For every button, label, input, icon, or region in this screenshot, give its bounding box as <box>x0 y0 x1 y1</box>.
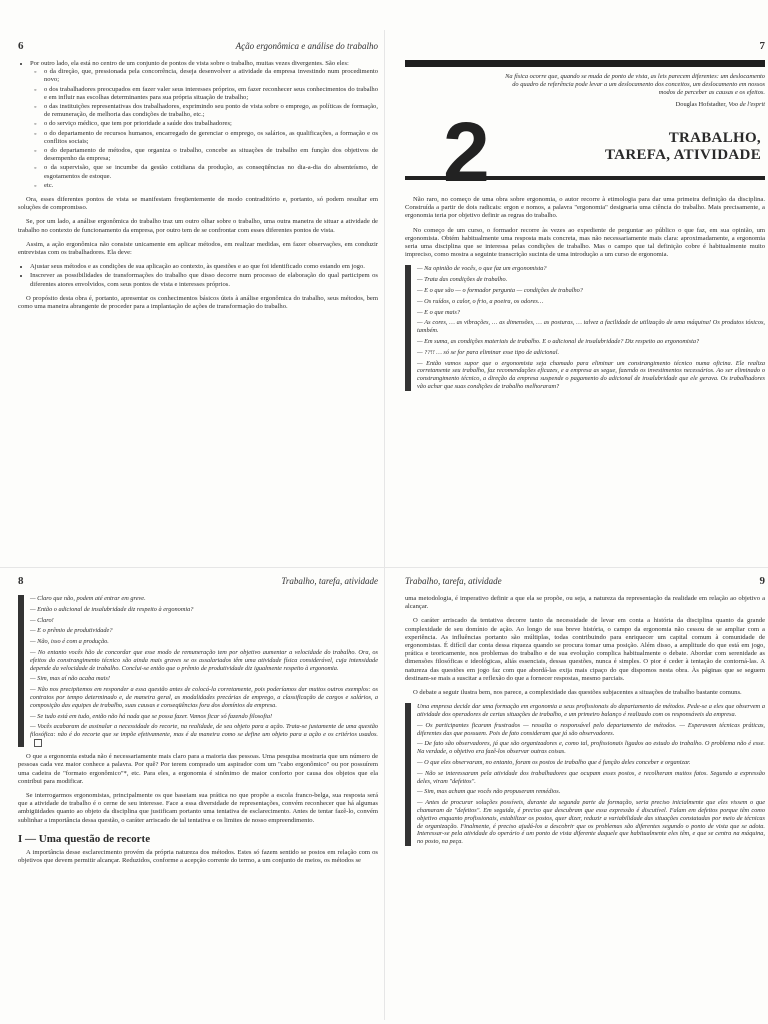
paragraph: O que a ergonomia estuda não é necessariamente mais claro para a maioria das pessoas. Uma pesquisa mostraria que um número de pessoas cada vez maior conhece a palavra. Por quê? Por terem comprado um aspirador com um "cabo ergonômico" ou por possuírem uma cadeira de "formato ergonômico"*, etc. Para eles, a ergonomia é sinônimo de maior conforto por causa dos objetos que ela contribui para modificar. <box>18 753 378 785</box>
paragraph: Se interrogarmos ergonomistas, principalmente os que baseiam sua prática no que propõe a escola franco-belga, sua resposta será que a atividade de trabalho é o cerne de seu interesse. Face a essa diversidade de representações, convém reconhecer que há algumas ambigüidades quanto ao objeto da disciplina que justificam portanto uma tentativa de esclarecimento. Antes de tentar fazê-lo, convém sublinhar a importância dessa questão, o caráter arriscado de tal tentativa e os limites de nosso empreendimento. <box>18 792 378 824</box>
dialog-line: — Claro que não, podem até entrar em greve. <box>30 595 146 602</box>
dialog-line: — ??!! … só se for para eliminar esse tipo de adicional. <box>417 348 560 356</box>
page-7 <box>405 40 765 560</box>
dialog-line: — Não se interessaram pela atividade dos trabalhadores que ocupam esses postos, e recolheram muitos fatos. Segundo a expressão deles, viram "defeitos". <box>417 769 765 785</box>
dialog-line: — Não, isso é com a produção. <box>30 638 109 646</box>
page-number: 8 <box>18 575 24 587</box>
dialog-line: — Antes de procurar soluções possíveis, durante da segunda parte da formação, seria preciso inicialmente que eles vissem o que chamaram de "defeitos". Em seguida, é preciso que descubram que essa expressão é discutível. Falam em defeitos porque têm como objetivo enquanto profissionais, estabilizar os postos, quer dizer, reduzir a variabilidade das situações constatadas por meio de técnicas de organização. Finalmente, é preciso ajudá-los a descobrir que os problemas são diferentes segundo o ponto de vista que se adota. Interessar-se pela atividade do operário é um ponto de vista diferente daquele que habitualmente eles têm, e que se centra na máquina, no posto, na peça. <box>417 799 765 846</box>
paragraph: O caráter arriscado da tentativa decorre tanto da necessidade de levar em conta a história da disciplina quanto da grande complexidade de seu domínio de ação. Ao longo de sua breve história, o campo da ergonomia não cessou de se ampliar com a experiência. As influências portanto são múltiplas, todas contribuindo para enriquecer um capital comum à comunidade de ergonomistas. É difícil dar conta dessa riqueza quando se procura tomar uma posição. Além disso, a amplitude do que está em jogo, prática e teoricamente, nos problemas do trabalho e de sua evolução complica habitualmente o debate. Abordar com serenidade as dimensões filosóficas e ideológicas, aliás essenciais, dessas questões, nunca é simples. O pior é ceder à tentação de contorná-las. A natureza das questões em jogo faz com que abordá-las exija mais cipaço do que dispomos nesta obra. Às páginas que se seguem destinam-se mais a suscitar a reflexão do que a fornecer respostas, mesmo parciais. <box>405 617 765 682</box>
page-8 <box>18 575 378 1024</box>
dialog-line: — Então o adicional de insalubridade diz respeito à ergonomia? <box>30 605 194 613</box>
dialog-line: — Vocês acabaram de assinalar a necessidade do recorte, na realidade, de seu objeto para a ação. Trata-se justamente de uma questão filosófica: não é do recorte que se impõe efetivamente, mas é da maneira como se define um objeto para a ação e os critérios usados. <box>30 723 378 747</box>
list-item: ◦ etc. <box>44 182 378 190</box>
section-heading: I — Uma questão de recorte <box>18 832 151 845</box>
page-header <box>18 575 378 587</box>
list-item: ◦ o do departamento de recursos humanos, encarregado de gerenciar o emprego, os salários, as qualificações, a formação e os conflitos sociais; <box>44 130 378 146</box>
dialog-line: — De fato são observadores, já que são organizadores e, como tal, profissionais ligados ao estudo do trabalho. O problema não é esse. Na verdade, o objetivo era fazê-los observar outras coisas. <box>417 740 765 756</box>
dialog-transcript <box>18 595 378 747</box>
page-gutter <box>384 30 385 1020</box>
page-number: 9 <box>759 575 765 587</box>
dialog-line: — Então vamos supor que o ergonomista seja chamado para eliminar um constrangimento técnico numa oficina. Ele realiza corretamente seu trabalho, faz recomendações eficazes, e a empresa as segue, fazendo os investimentos necessários. Ao ser eliminado o constrangimento técnico, a direção da empresa suspende o pagamento do adicional de insalubridade que ele gerava. Os trabalhadores vão achar que suas condições de trabalho melhoraram? <box>417 359 765 390</box>
page-header <box>405 40 765 52</box>
sub-list <box>30 68 378 190</box>
running-header: Trabalho, tarefa, atividade <box>405 576 502 586</box>
paragraph: O debate a seguir ilustra bem, nos parece, a complexidade das questões subjacentes a situações de trabalho bastante comuns. <box>413 689 742 697</box>
paragraph: A importância desse esclarecimento provém da própria natureza dos métodos. Estes só fazem sentido se postos em relação com os objetivos que devem permitir alcançar. Reduzidos, conforme a acepção corrente do termo, a um conjunto de meios, os métodos se <box>18 848 378 865</box>
list-item: ◦ o do serviço médico, que tem por prioridade a saúde dos trabalhadores; <box>44 120 378 128</box>
bullet-list <box>18 60 378 190</box>
paragraph: Ora, esses diferentes pontos de vista se manifestam freqüentemente de modo contraditório e, portanto, só podem resultar em soluções de compromisso. <box>18 196 378 212</box>
list-item: ◦ o das instituições representativas dos trabalhadores, exprimindo seu ponto de vista sobre o emprego, as políticas de formação, de remuneração, de melhoria das condições de trabalho, etc.; <box>44 103 378 119</box>
dialog-line: — Os ruídos, o calor, o frio, a poeira, os odores… <box>417 297 544 305</box>
paragraph: Não raro, no começo de uma obra sobre ergonomia, o autor recorre à etimologia para dar uma primeira definição da disciplina. Construída a partir de dois radicais: ergon e nomos, a palavra "ergonomia" designaria uma ciência do trabalho. Mais precisamente, a ergonomia teria por objetivo definir as regras do trabalho. <box>405 196 765 220</box>
epigraph-attribution: Douglas Hofstadter, Voo de l'esprit <box>675 101 765 108</box>
page-number: 6 <box>18 40 24 52</box>
page-6 <box>18 40 378 560</box>
epigraph: Na física ocorre que, quando se muda de ponto de vista, as leis parecem diferentes: um deslocamento do quadro de referência pode levar a um deslocamento dos conceitos, um deslocamento em nossos modos de perceber as causas e os efeitos. <box>505 73 765 96</box>
list-item: ◦ o da direção, que, pressionada pela concorrência, deseja desenvolver a atividade da empresa investindo num procedimento novo; <box>44 68 378 84</box>
dialog-line: — Em suma, as condições materiais de trabalho. E o adicional de insalubridade? Diz respeito ao ergonomista? <box>417 338 700 345</box>
list-item: • Inscrever as possibilidades de transformações do trabalho que disso decorre num processo de elaboração do qual participem os diferentes atores envolvidos, com seus pontos de vista e interesses próprios. <box>30 272 378 288</box>
dialog-line: — E o que mais? <box>417 308 461 316</box>
running-header: Ação ergonômica e análise do trabalho <box>235 41 378 51</box>
dialog-line: — As cores, … as vibrações, … as dimensões, … as posturas, … talvez a facilidade de utilização de uma máquina! Os produtos tóxicos, também. <box>417 319 765 335</box>
dialog-line: — No entanto vocês hão de concordar que esse modo de remuneração tem por objetivo aumentar a velocidade do trabalho. Ora, os efeitos do constrangimento técnico são ainda mais graves se os assalariados têm uma atividade física considerável, cuja intensidade depende da velocidade de trabalho. Conclui-se então que o prêmio de produtividade diz igualmente respeito à ergonomia. <box>30 648 378 672</box>
dialog-line: — Sim, mas aí não acaba mais! <box>30 675 110 683</box>
dialog-line: — Na opinião de vocês, o que faz um ergonomista? <box>417 265 547 273</box>
page-header <box>405 575 765 587</box>
paragraph: O propósito desta obra é, portanto, apresentar os conhecimentos básicos úteis à análise ergonômica do trabalho, seus métodos, bem como uma maneira abrangente de proceder para a implantação de ações de transformação do trabalho. <box>18 294 378 311</box>
page-9 <box>405 575 765 1024</box>
list-item: • Por outro lado, ela está no centro de um conjunto de pontos de vista sobre o trabalho, muitas vezes divergentes. São eles: ◦ o da direção, que, pressionada pela concorrência, deseja desenvolver a atividade da empresa investindo num procedimento novo; ◦ o dos trabalhadores preocupados em fazer valer seus interesses próprios, em fazer reconhecer seus conhecimentos do trabalho e em influir nas escolhas determinantes para sua própria situação de trabalho; ◦ o das instituições representativas dos trabalhadores, exprimindo seu ponto de vista sobre o emprego, as políticas de formação, de remuneração, de melhoria das condições de trabalho, etc.; ◦ o do serviço médico, que tem por prioridade a saúde dos trabalhadores; ◦ o do departamento de recursos humanos, encarregado de gerenciar o emprego, os salários, as qualificações, a formação e os conflitos sociais; ◦ o do departamento de métodos, que organiza o trabalho, concebe as situações de trabalho em função dos objetivos de desempenho da empresa; ◦ o da supervisão, que se incumbe da gestão cotidiana da produção, as conseqüências no dia-a-dia do absenteísmo, de esgotamentos de estoque. ◦ etc. <box>30 60 378 190</box>
dialog-line: — O que eles observaram, no entanto, foram os postos de trabalho que é função deles conceber e organizar. <box>417 759 691 767</box>
paragraph: uma metodologia, é imperativo definir a que ela se propõe, ou seja, a natureza da representação da realidade em relação ao objetivo a alcançar. <box>405 595 765 611</box>
paragraph: Assim, a ação ergonômica não consiste unicamente em aplicar métodos, em realizar medidas, em fazer observações, em conduzir entrevistas com os trabalhadores. Ela deve: <box>18 240 378 257</box>
chapter-number: 2 <box>443 105 490 199</box>
end-mark-icon <box>34 739 42 747</box>
dialog-line: — Claro! <box>30 616 54 624</box>
spread-separator <box>0 567 768 568</box>
chapter-title: TRABALHO, TAREFA, ATIVIDADE <box>605 130 761 163</box>
dialog-line: — Sim, mas acham que vocês não propuseram remédios. <box>417 788 561 796</box>
dialog-line: — Trata das condições de trabalho. <box>417 276 508 284</box>
paragraph: No começo de um curso, o formador recorre às vezes ao expediente de perguntar ao público o que faz, em sua opinião, um ergonomista. Obtém habitualmente uma resposta mais concreta, mas não necessariamente mais clara: aproximadamente, a ergonomia seria uma disciplina que se interessa pelas condições de trabalho. Mas o campo que tal definição cobre é habitualmente muito impreciso, como mostra a seguinte transcrição sucinta de uma introdução a um curso de ergonomia. <box>405 226 765 259</box>
dialog-line: — E o prêmio de produtividade? <box>30 627 113 635</box>
dialog-transcript <box>405 703 765 846</box>
list-item: ◦ o dos trabalhadores preocupados em fazer valer seus interesses próprios, em fazer reconhecer seus conhecimentos do trabalho e em influir nas escolhas determinantes para sua própria situação de trabalho; <box>44 86 378 102</box>
bullet-list <box>18 263 378 289</box>
dialog-line: — Os participantes ficaram frustrados — ressalta o responsável pelo departamento de métodos. — Esperavam técnicas práticas, diferentes das que possuem. Pois de fato consideram que já são observadores. <box>417 721 765 737</box>
dialog-line: — E o que são — o formador pergunta — condições de trabalho? <box>417 287 583 295</box>
list-item: • Ajustar seus métodos e as condições de sua aplicação ao contexto, às questões e ao que foi identificado como estando em jogo. <box>30 263 378 271</box>
dialog-intro: Uma empresa decide dar uma formação em ergonomia a seus profissionais do departamento de métodos. Pede-se a eles que observem a atividade dos operadores de certas situações de trabalho, e um primeiro balanço é realizado com os responsáveis da empresa. <box>417 703 765 719</box>
list-item: ◦ o da supervisão, que se incumbe da gestão cotidiana da produção, as conseqüências no dia-a-dia do absenteísmo, de esgotamentos de estoque. <box>44 164 378 180</box>
list-item: ◦ o do departamento de métodos, que organiza o trabalho, concebe as situações de trabalho em função dos objetivos de desempenho da empresa; <box>44 147 378 163</box>
dialog-transcript <box>405 265 765 390</box>
page-header <box>18 40 378 52</box>
dialog-line: — Não nos precipitemos em responder a essa questão antes de colocá-la corretamente, pois poderíamos dar muitos outros exemplos: os contratos por tempo determinado e, de maneira geral, as modalidades precárias de emprego, a classificação de cargos e salários, a composição das equipes de trabalho, suas causas e conseqüências fora dos domínios da empresa. <box>30 686 378 709</box>
dialog-line: — Se tudo está em tudo, então não há nada que se possa fazer. Vamos ficar só fazendo filosofia! <box>30 712 273 720</box>
chapter-opener <box>405 105 765 199</box>
epigraph-rule <box>405 60 765 67</box>
running-header: Trabalho, tarefa, atividade <box>281 576 378 586</box>
page-number: 7 <box>759 40 765 52</box>
paragraph: Se, por um lado, a análise ergonômica do trabalho traz um outro olhar sobre o trabalho, uma outra maneira de situar a atividade de trabalho no contexto de funcionamento da empresa, por outro tem de se confrontar com esses diferentes pontos de vista. <box>18 218 378 234</box>
